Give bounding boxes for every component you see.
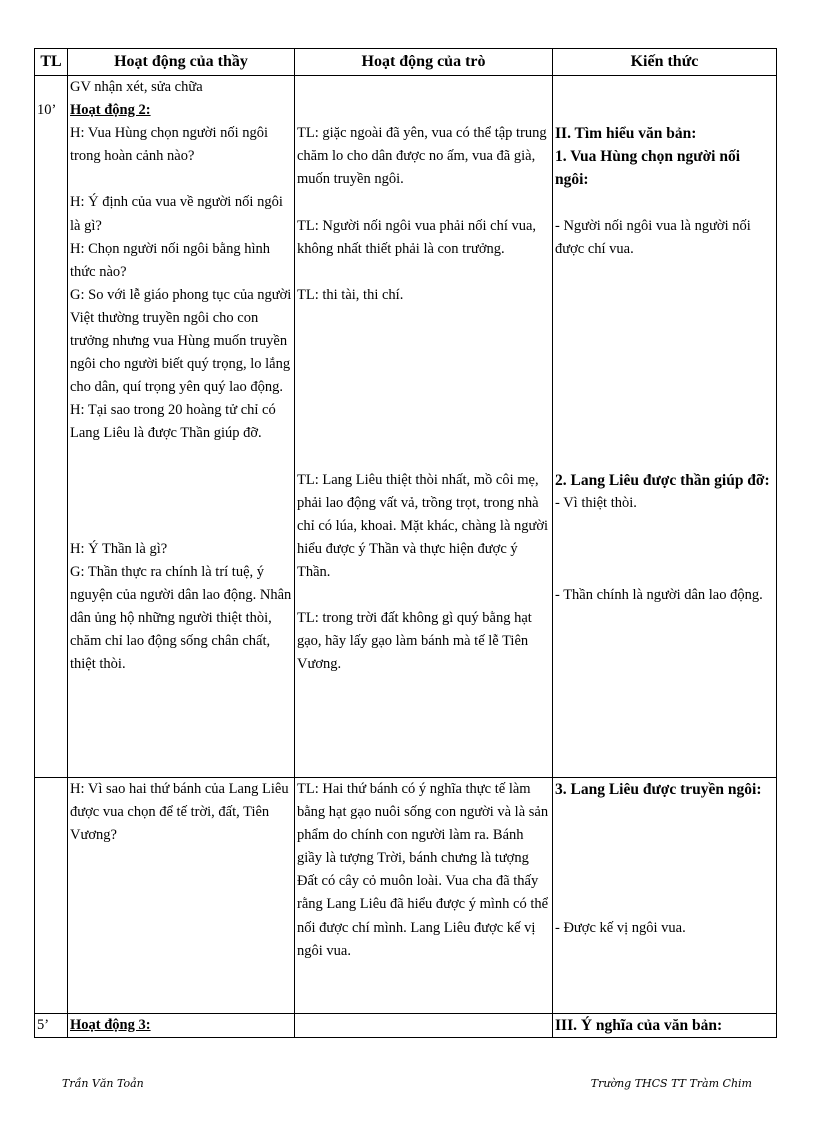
- table-row: [35, 778, 777, 1014]
- knowledge-subheading: 3. Lang Liêu được truyền ngôi:: [555, 781, 762, 798]
- header-tl: TL: [35, 49, 68, 76]
- student-answer: TL: thi tài, thi chí.: [297, 286, 404, 303]
- student-answer: TL: Lang Liêu thiệt thòi nhất, mồ côi mẹ, phải lao động vất vả, trồng trọt, trong nhà chỉ có lúa, khoai. Mặt khác, chàng là người hiểu được ý Thần và thực hiện được ý Thần.: [297, 471, 549, 581]
- knowledge-cell: [553, 778, 777, 1014]
- student-answer: TL: Hai thứ bánh có ý nghĩa thực tế làm bằng hạt gạo nuôi sống con người và là sản phẩm do chính con người làm ra. Bánh giầy là tượng Trời, bánh chưng là tượng Đất có cây cỏ muôn loài. Vua cha đã thấy rằng Lang Liêu đã hiểu được ý mình có thể nối được chí mình. Lang Liêu được kế vị ngôi vua.: [297, 781, 549, 959]
- footer-school: Trường THCS TT Tràm Chim: [590, 1077, 752, 1090]
- teacher-activity-cell: [68, 778, 295, 1014]
- teacher-question: H: Chọn người nối ngôi bằng hình thức nào?: [70, 240, 270, 280]
- header-teacher-activity: Hoạt động của thầy: [68, 49, 295, 76]
- time-value: 5’: [37, 1017, 50, 1033]
- teacher-question: H: Vì sao hai thứ bánh của Lang Liêu được vua chọn để tế trời, đất, Tiên Vương?: [70, 781, 289, 844]
- lesson-plan-table: [34, 48, 777, 1038]
- time-cell: [35, 76, 68, 778]
- teacher-question: H: Vua Hùng chọn người nối ngôi trong hoàn cảnh nào?: [70, 125, 269, 165]
- knowledge-subheading: 2. Lang Liêu được thần giúp đỡ:: [555, 471, 770, 489]
- knowledge-subheading: 1. Vua Hùng chọn người nối ngôi:: [555, 148, 741, 189]
- student-activity-cell: [295, 76, 553, 778]
- knowledge-point: - Người nối ngôi vua là người nối được chí vua.: [555, 217, 751, 257]
- teacher-question: H: Ý Thần là gì?: [70, 540, 168, 557]
- activity-heading: Hoạt động 3:: [70, 1017, 151, 1033]
- teacher-activity-cell: [68, 76, 295, 778]
- time-cell: [35, 1014, 68, 1038]
- student-activity-cell: [295, 1014, 553, 1038]
- teacher-explanation: G: Thần thực ra chính là trí tuệ, ý nguyện của người dân lao động. Nhân dân ủng hộ những người thiệt thòi, chăm chỉ lao động sống chân chất, thiệt thòi.: [70, 564, 292, 673]
- footer-author: Trần Văn Toản: [62, 1077, 144, 1090]
- section-heading: III. Ý nghĩa của văn bản:: [555, 1017, 723, 1034]
- knowledge-cell: [553, 1014, 777, 1038]
- header-knowledge: Kiến thức: [553, 49, 777, 76]
- knowledge-cell: [553, 76, 777, 778]
- teacher-explanation: G: So với lễ giáo phong tục của người Việt thường truyền ngôi cho con trưởng nhưng vua Hùng muốn truyền ngôi cho người biết quý trọng, lo lắng cho dân, quí trọng yên quý lao động.: [70, 286, 292, 396]
- student-activity-cell: [295, 778, 553, 1014]
- section-heading: II. Tìm hiểu văn bản:: [555, 125, 697, 143]
- student-answer: TL: giặc ngoài đã yên, vua có thể tập trung chăm lo cho dân được no ấm, vua đã già, muốn truyền ngôi.: [297, 125, 547, 188]
- teacher-question: H: Tại sao trong 20 hoàng tử chỉ có Lang Liêu là được Thần giúp đỡ.: [70, 402, 276, 442]
- time-value: 10’: [37, 102, 57, 119]
- time-cell: [35, 778, 68, 1014]
- activity-heading: Hoạt động 2:: [70, 102, 151, 119]
- table-row: [35, 1014, 777, 1038]
- table-row: [35, 76, 777, 778]
- student-answer: TL: Người nối ngôi vua phải nối chí vua, không nhất thiết phải là con trưởng.: [297, 217, 537, 257]
- table-header-row: [35, 49, 777, 76]
- knowledge-point: - Được kế vị ngôi vua.: [555, 919, 686, 936]
- knowledge-point: - Thần chính là người dân lao động.: [555, 587, 763, 604]
- knowledge-point: - Vì thiệt thòi.: [555, 494, 637, 511]
- student-answer: TL: trong trời đất không gì quý bằng hạt gạo, hãy lấy gạo làm bánh mà tế lễ Tiên Vương.: [297, 610, 532, 673]
- header-student-activity: Hoạt động của trò: [295, 49, 553, 76]
- teacher-activity-cell: [68, 1014, 295, 1038]
- teacher-question: H: Ý định của vua về người nối ngôi là gì?: [70, 194, 283, 234]
- teacher-note: GV nhận xét, sửa chữa: [70, 79, 203, 95]
